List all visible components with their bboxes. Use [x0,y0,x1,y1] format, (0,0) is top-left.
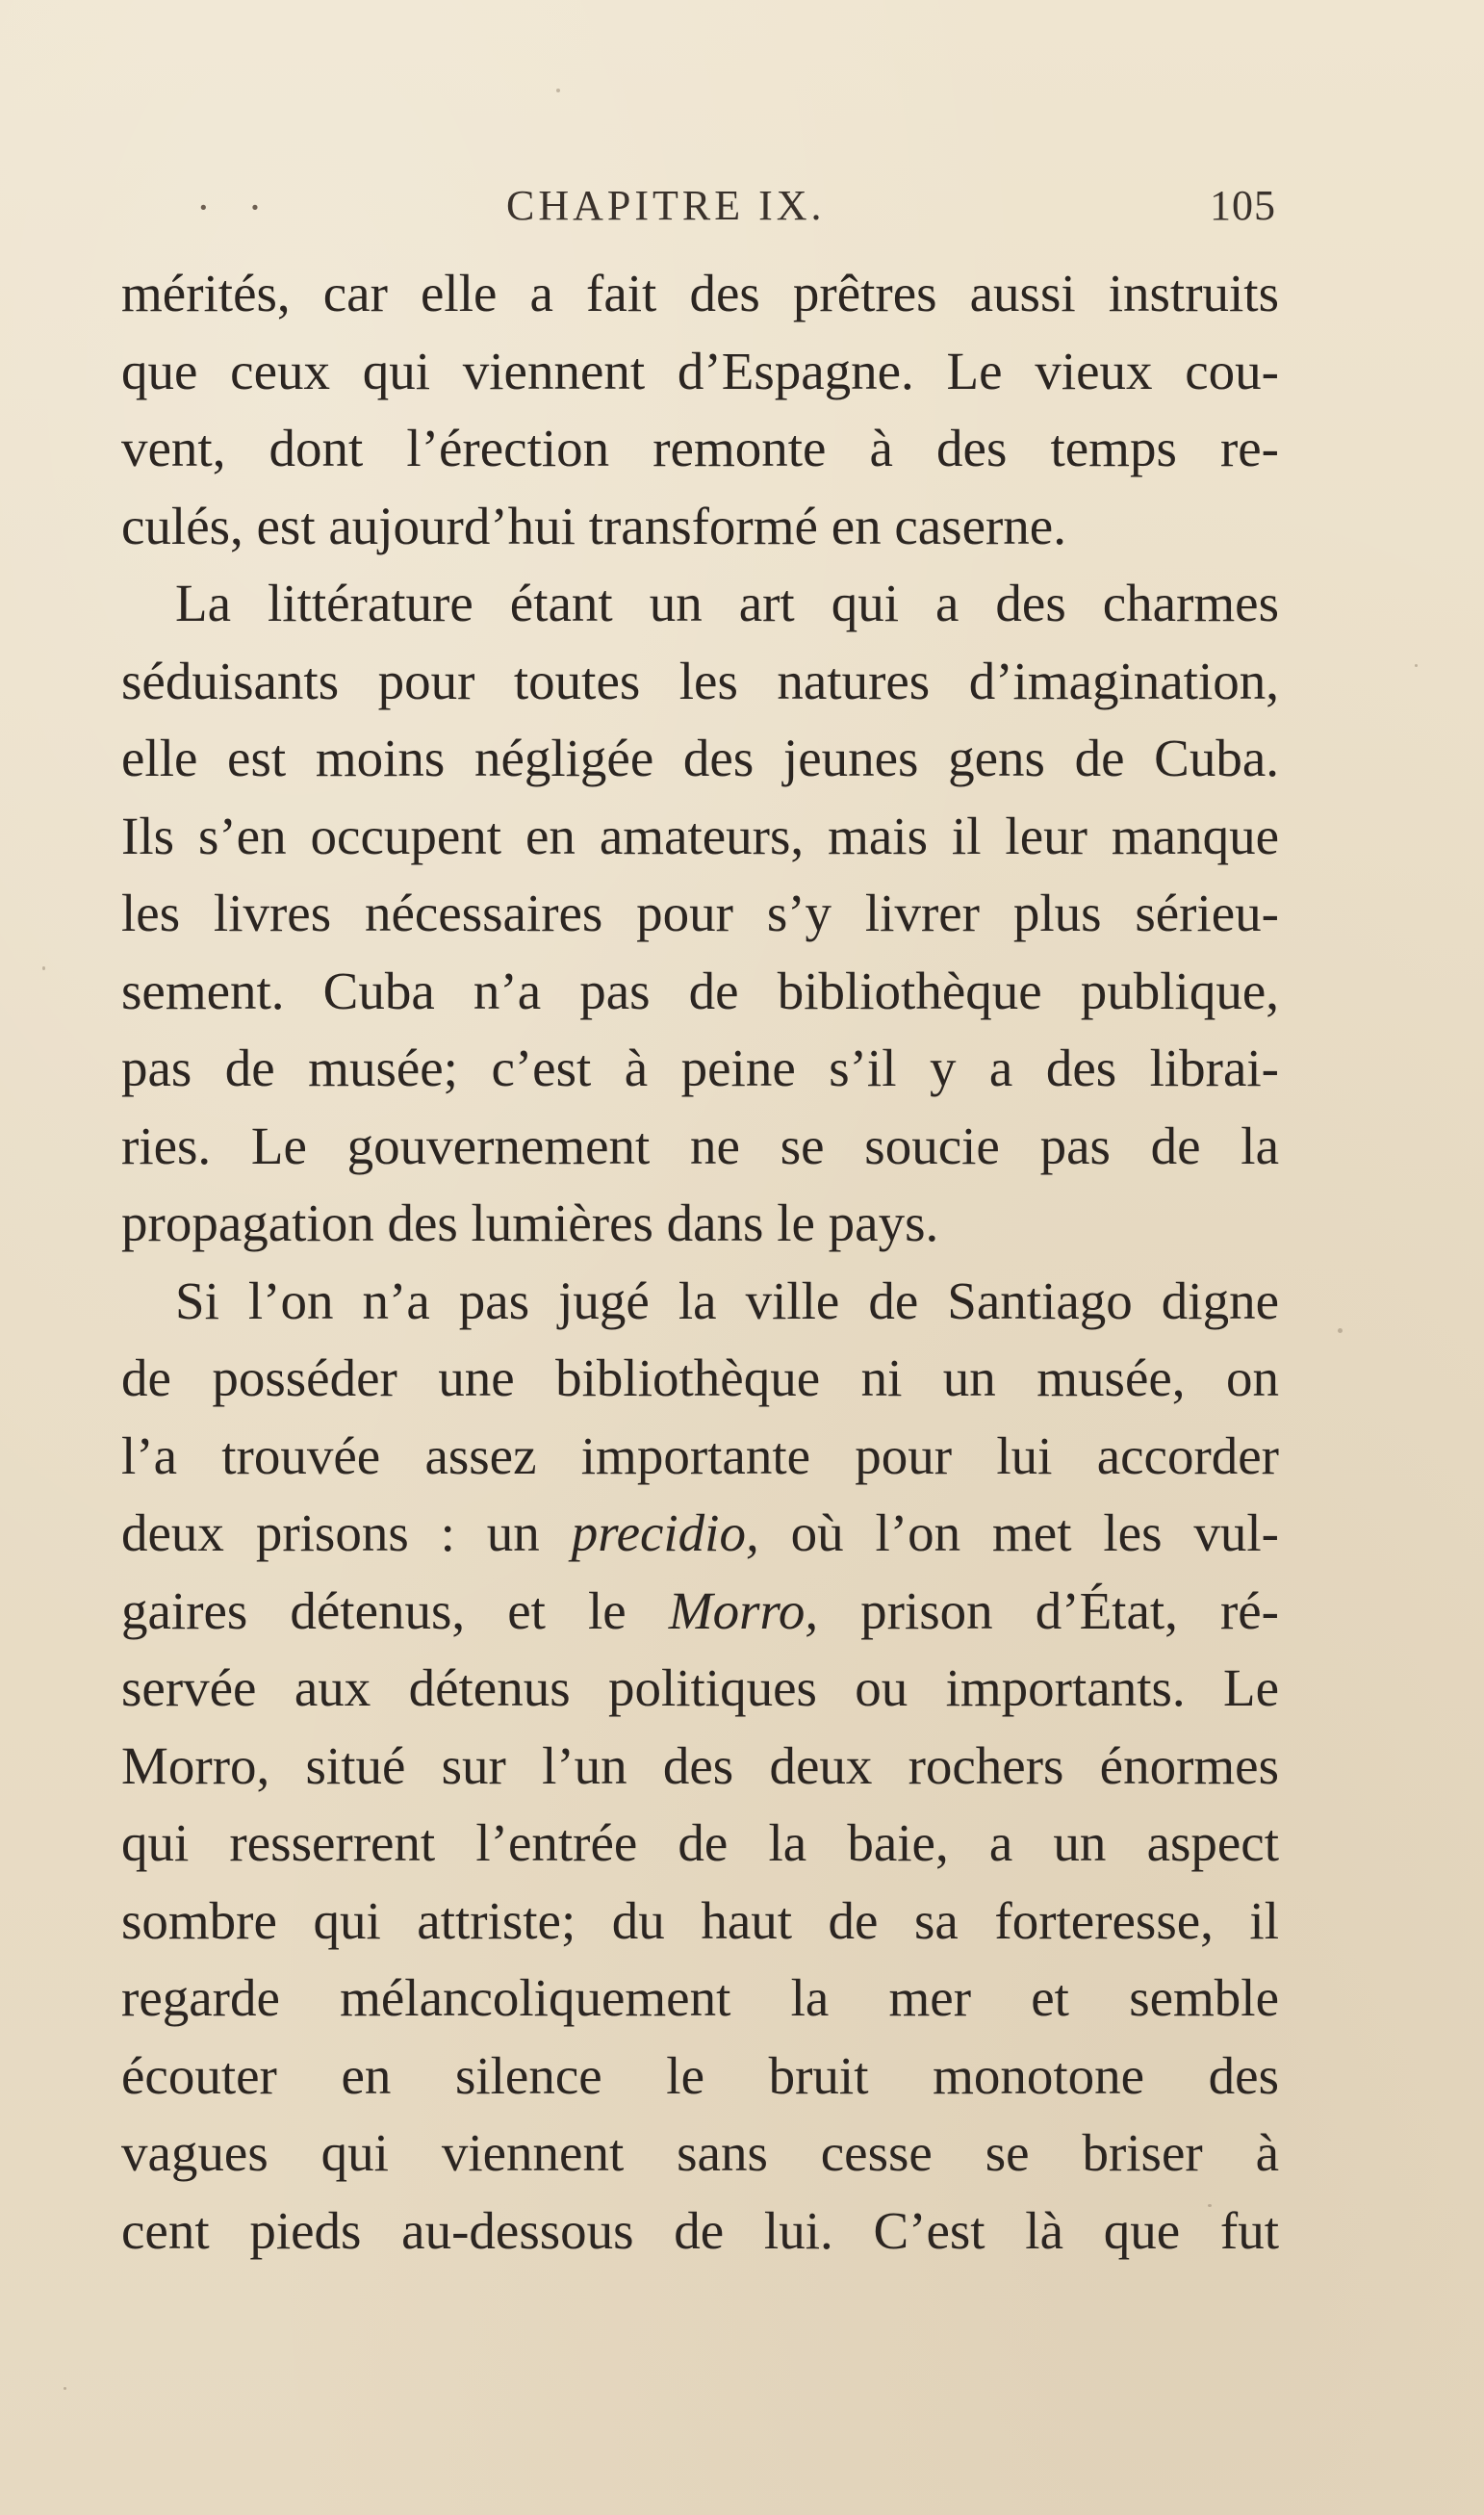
text-line: sement. Cuba n’a pas de bibliothèque publique, [121,961,1279,1020]
line-text: prison d’État, ré- [818,1580,1280,1640]
text-line-with-italic [121,1495,1279,1573]
text-line: de posséder une bibliothèque ni un musée, on [121,1348,1279,1407]
line-text: gaires détenus, et le [121,1580,669,1640]
body-text [121,255,1279,2270]
paper-speck [1208,2204,1212,2207]
line-text: où l’on met les vul- [758,1503,1279,1562]
text-line: vagues qui viennent sans cesse se briser à [121,2123,1279,2182]
paper-speck [1338,1328,1343,1333]
text-line: vent, dont l’érection remonte à des temps re- [121,419,1279,477]
paper-speck [42,966,45,970]
text-line: culés, est aujourd’hui transformé en caserne. [121,496,1066,555]
text-line: elle est moins négligée des jeunes gens de Cuba. [121,729,1279,787]
ornament-dots: · · [196,184,276,231]
text-line: mérités, car elle a fait des prêtres aussi instruits [121,264,1279,322]
text-line: Ils s’en occupent en amateurs, mais il leur manque [121,806,1279,865]
text-line-with-italic [121,1573,1279,1651]
text-line: cent pieds au-dessous de lui. C’est là que fut [121,2200,1279,2260]
text-line: regarde mélancoliquement la mer et semble [121,1968,1279,2027]
line-text: deux prisons : un [121,1503,572,1562]
text-line: séduisants pour toutes les natures d’imagination, [121,651,1279,710]
text-line: les livres nécessaires pour s’y livrer plus sérieu- [121,884,1279,942]
text-line: servée aux détenus politiques ou importants. Le [121,1658,1279,1717]
running-head [121,181,1276,248]
text-line: sombre qui attriste; du haut de sa forteresse, il [121,1890,1279,1950]
text-line: écouter en silence le bruit monotone des [121,2045,1279,2105]
text-line: pas de musée; c’est à peine s’il y a des librai- [121,1039,1279,1097]
italic-term: precidio, [571,1503,759,1562]
paper-speck [64,2387,66,2390]
text-line: Si l’on n’a pas jugé la ville de Santiago digne [175,1270,1279,1330]
paper-speck [1415,664,1418,667]
text-line: La littérature étant un art qui a des charmes [175,574,1279,632]
text-line: qui resserrent l’entrée de la baie, a un aspect [121,1813,1279,1872]
text-line: propagation des lumières dans le pays. [121,1193,939,1252]
text-line: l’a trouvée assez importante pour lui accorder [121,1425,1279,1485]
text-line: Morro, situé sur l’un des deux rochers énormes [121,1735,1279,1795]
italic-term: Morro, [668,1580,819,1640]
page-number: 105 [1210,182,1276,229]
text-line: que ceux qui viennent d’Espagne. Le vieux cou- [121,341,1279,400]
paper-speck [556,89,560,92]
chapter-title: CHAPITRE IX. [506,182,826,229]
text-line: ries. Le gouvernement ne se soucie pas de la [121,1116,1279,1175]
